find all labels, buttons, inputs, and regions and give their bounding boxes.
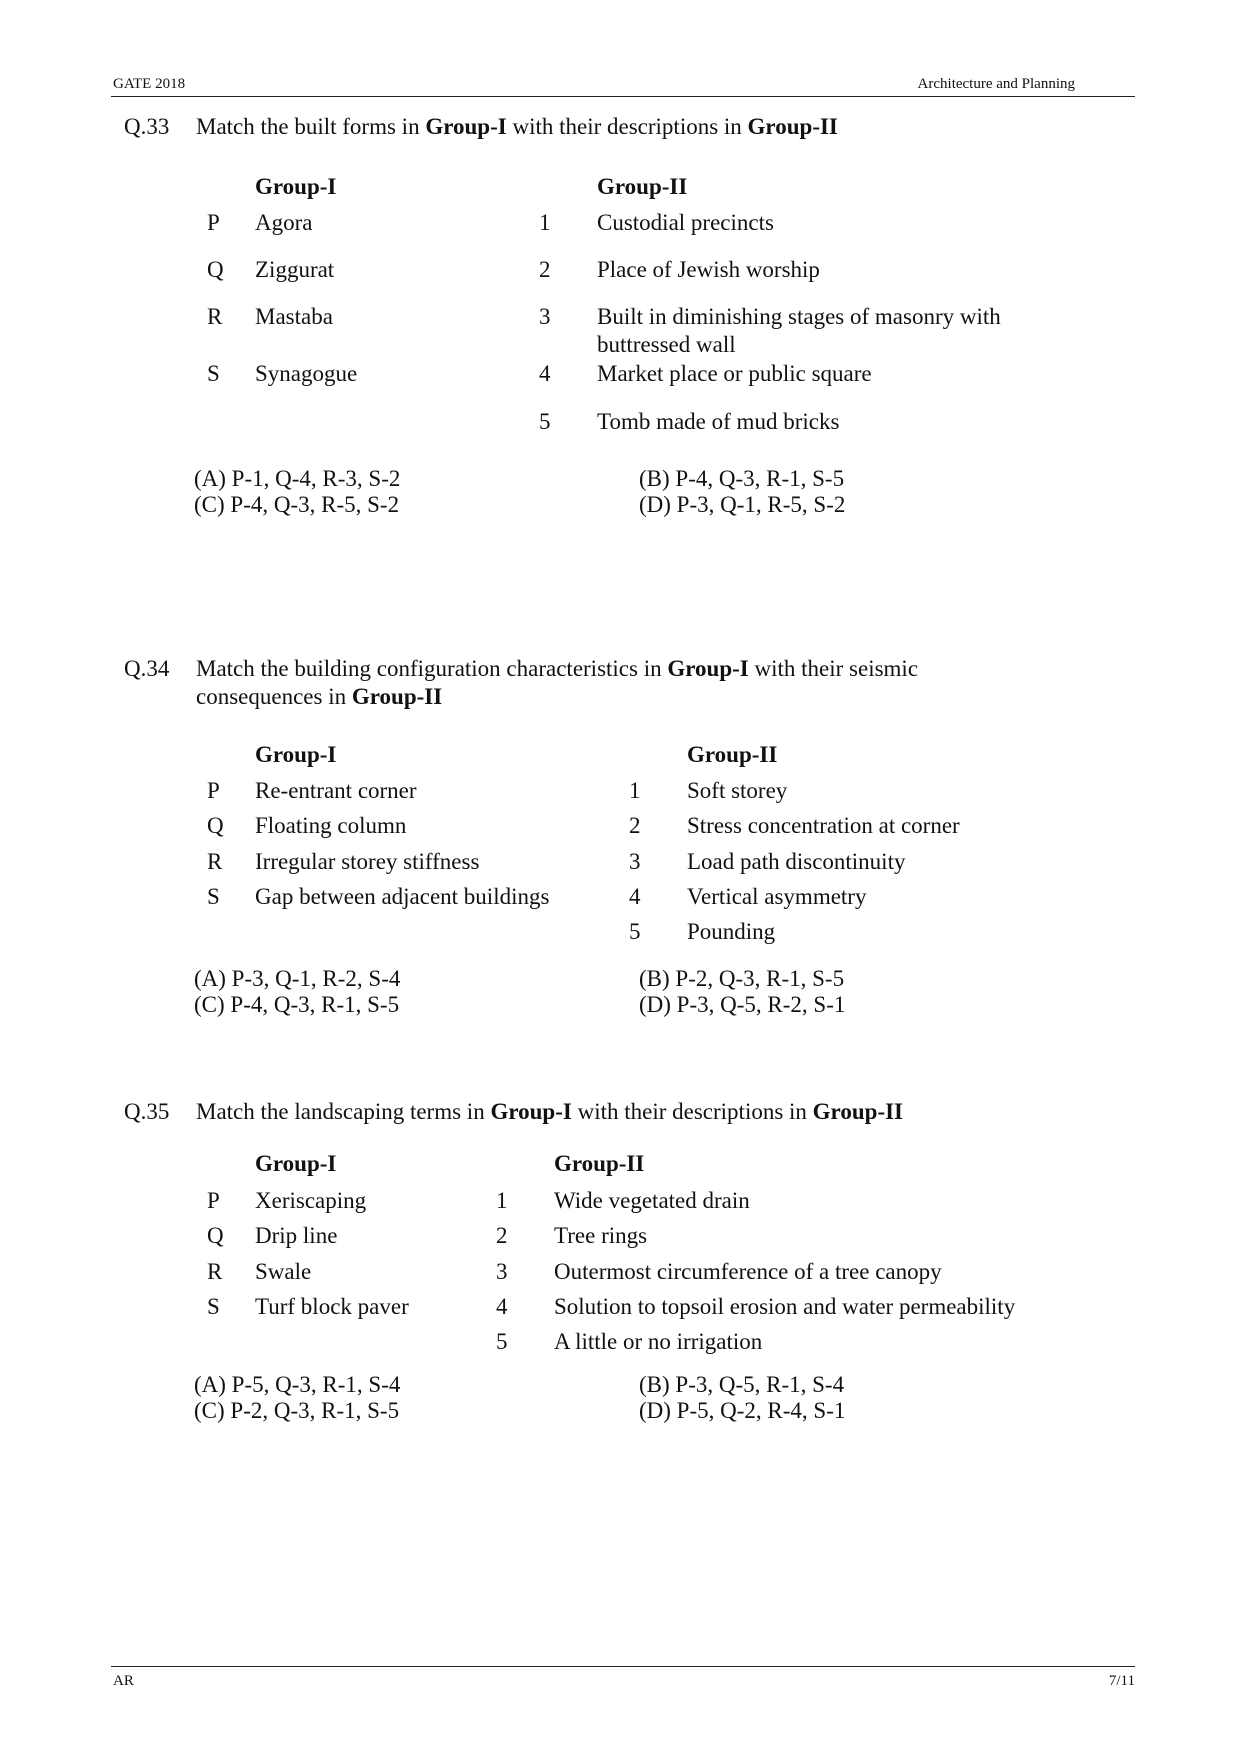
group1-item: Mastaba xyxy=(255,304,333,329)
group2-title: Group-II xyxy=(687,742,778,767)
group2-key: 3 xyxy=(629,849,641,874)
option-b: (B) P-3, Q-5, R-1, S-4 xyxy=(639,1372,845,1397)
group1-key: R xyxy=(207,1259,223,1284)
page-footer xyxy=(111,1666,1135,1689)
group2-key: 2 xyxy=(539,257,551,282)
group2-key: 3 xyxy=(539,304,551,329)
group2-item: Soft storey xyxy=(687,778,788,803)
group2-key: 2 xyxy=(496,1223,508,1248)
question-number: Q.33 xyxy=(124,114,170,139)
group1-key: P xyxy=(207,778,220,803)
group2-item: Built in diminishing stages of masonry with buttressed wall xyxy=(597,304,1001,357)
group2-item: A little or no irrigation xyxy=(554,1329,763,1354)
subject-title: Architecture and Planning xyxy=(917,76,1075,92)
option-c: (C) P-2, Q-3, R-1, S-5 xyxy=(194,1398,400,1423)
group2-item: Market place or public square xyxy=(597,361,872,386)
group1-item: Re-entrant corner xyxy=(255,778,417,803)
question-text: Match the built forms in Group-I with their descriptions in Group-II xyxy=(196,114,838,139)
group1-title: Group-I xyxy=(255,1151,337,1176)
paper-code: AR xyxy=(113,1673,134,1689)
group1-item: Swale xyxy=(255,1259,312,1284)
option-a: (A) P-3, Q-1, R-2, S-4 xyxy=(194,966,401,991)
group2-key: 4 xyxy=(539,361,551,386)
group1-key: Q xyxy=(207,1223,224,1248)
question-text: Match the landscaping terms in Group-I with their descriptions in Group-II xyxy=(196,1099,903,1124)
group2-key: 3 xyxy=(496,1259,508,1284)
group1-item: Floating column xyxy=(255,813,407,838)
option-d: (D) P-3, Q-5, R-2, S-1 xyxy=(639,992,846,1017)
group2-key: 1 xyxy=(629,778,641,803)
group1-item: Drip line xyxy=(255,1223,338,1248)
group2-item: Vertical asymmetry xyxy=(687,884,867,909)
exam-title: GATE 2018 xyxy=(113,76,186,92)
group1-key: R xyxy=(207,849,223,874)
group1-key: Q xyxy=(207,813,224,838)
group2-key: 5 xyxy=(539,409,551,434)
group2-item: Pounding xyxy=(687,919,776,944)
group1-key: S xyxy=(207,1294,220,1319)
group1-item: Irregular storey stiffness xyxy=(255,849,480,874)
group2-key: 1 xyxy=(539,210,551,235)
group2-key: 5 xyxy=(496,1329,508,1354)
group1-item: Synagogue xyxy=(255,361,358,386)
group2-key: 1 xyxy=(496,1188,508,1213)
group2-key: 4 xyxy=(629,884,641,909)
group2-key: 2 xyxy=(629,813,641,838)
group2-item: Tomb made of mud bricks xyxy=(597,409,840,434)
question-number: Q.34 xyxy=(124,656,170,681)
group1-item: Turf block paver xyxy=(255,1294,409,1319)
option-a: (A) P-1, Q-4, R-3, S-2 xyxy=(194,466,401,491)
option-c: (C) P-4, Q-3, R-5, S-2 xyxy=(194,492,400,517)
group2-title: Group-II xyxy=(597,174,688,199)
option-b: (B) P-2, Q-3, R-1, S-5 xyxy=(639,966,845,991)
option-b: (B) P-4, Q-3, R-1, S-5 xyxy=(639,466,845,491)
group2-item: Stress concentration at corner xyxy=(687,813,960,838)
group1-key: P xyxy=(207,1188,220,1213)
group2-item: Load path discontinuity xyxy=(687,849,906,874)
group1-key: Q xyxy=(207,257,224,282)
group1-title: Group-I xyxy=(255,174,337,199)
question-number: Q.35 xyxy=(124,1099,170,1124)
group2-key: 4 xyxy=(496,1294,508,1319)
group1-key: S xyxy=(207,361,220,386)
group2-title: Group-II xyxy=(554,1151,645,1176)
group2-item: Place of Jewish worship xyxy=(597,257,820,282)
group1-key: S xyxy=(207,884,220,909)
option-d: (D) P-5, Q-2, R-4, S-1 xyxy=(639,1398,846,1423)
group1-item: Agora xyxy=(255,210,313,235)
group2-item: Solution to topsoil erosion and water permeability xyxy=(554,1294,1016,1319)
group2-item: Tree rings xyxy=(554,1223,648,1248)
group1-key: P xyxy=(207,210,220,235)
option-c: (C) P-4, Q-3, R-1, S-5 xyxy=(194,992,400,1017)
option-d: (D) P-3, Q-1, R-5, S-2 xyxy=(639,492,846,517)
group2-item: Wide vegetated drain xyxy=(554,1188,750,1213)
page-number: 7/11 xyxy=(1108,1673,1135,1689)
group1-item: Xeriscaping xyxy=(255,1188,367,1213)
question-text: Match the building configuration characteristics in Group-I with their seismic consequences in Group-II xyxy=(196,656,919,709)
option-a: (A) P-5, Q-3, R-1, S-4 xyxy=(194,1372,401,1397)
group1-item: Gap between adjacent buildings xyxy=(255,884,550,909)
group1-key: R xyxy=(207,304,223,329)
group2-item: Outermost circumference of a tree canopy xyxy=(554,1259,942,1284)
group1-item: Ziggurat xyxy=(255,257,335,282)
page-header xyxy=(111,76,1135,97)
group1-title: Group-I xyxy=(255,742,337,767)
group2-item: Custodial precincts xyxy=(597,210,774,235)
group2-key: 5 xyxy=(629,919,641,944)
